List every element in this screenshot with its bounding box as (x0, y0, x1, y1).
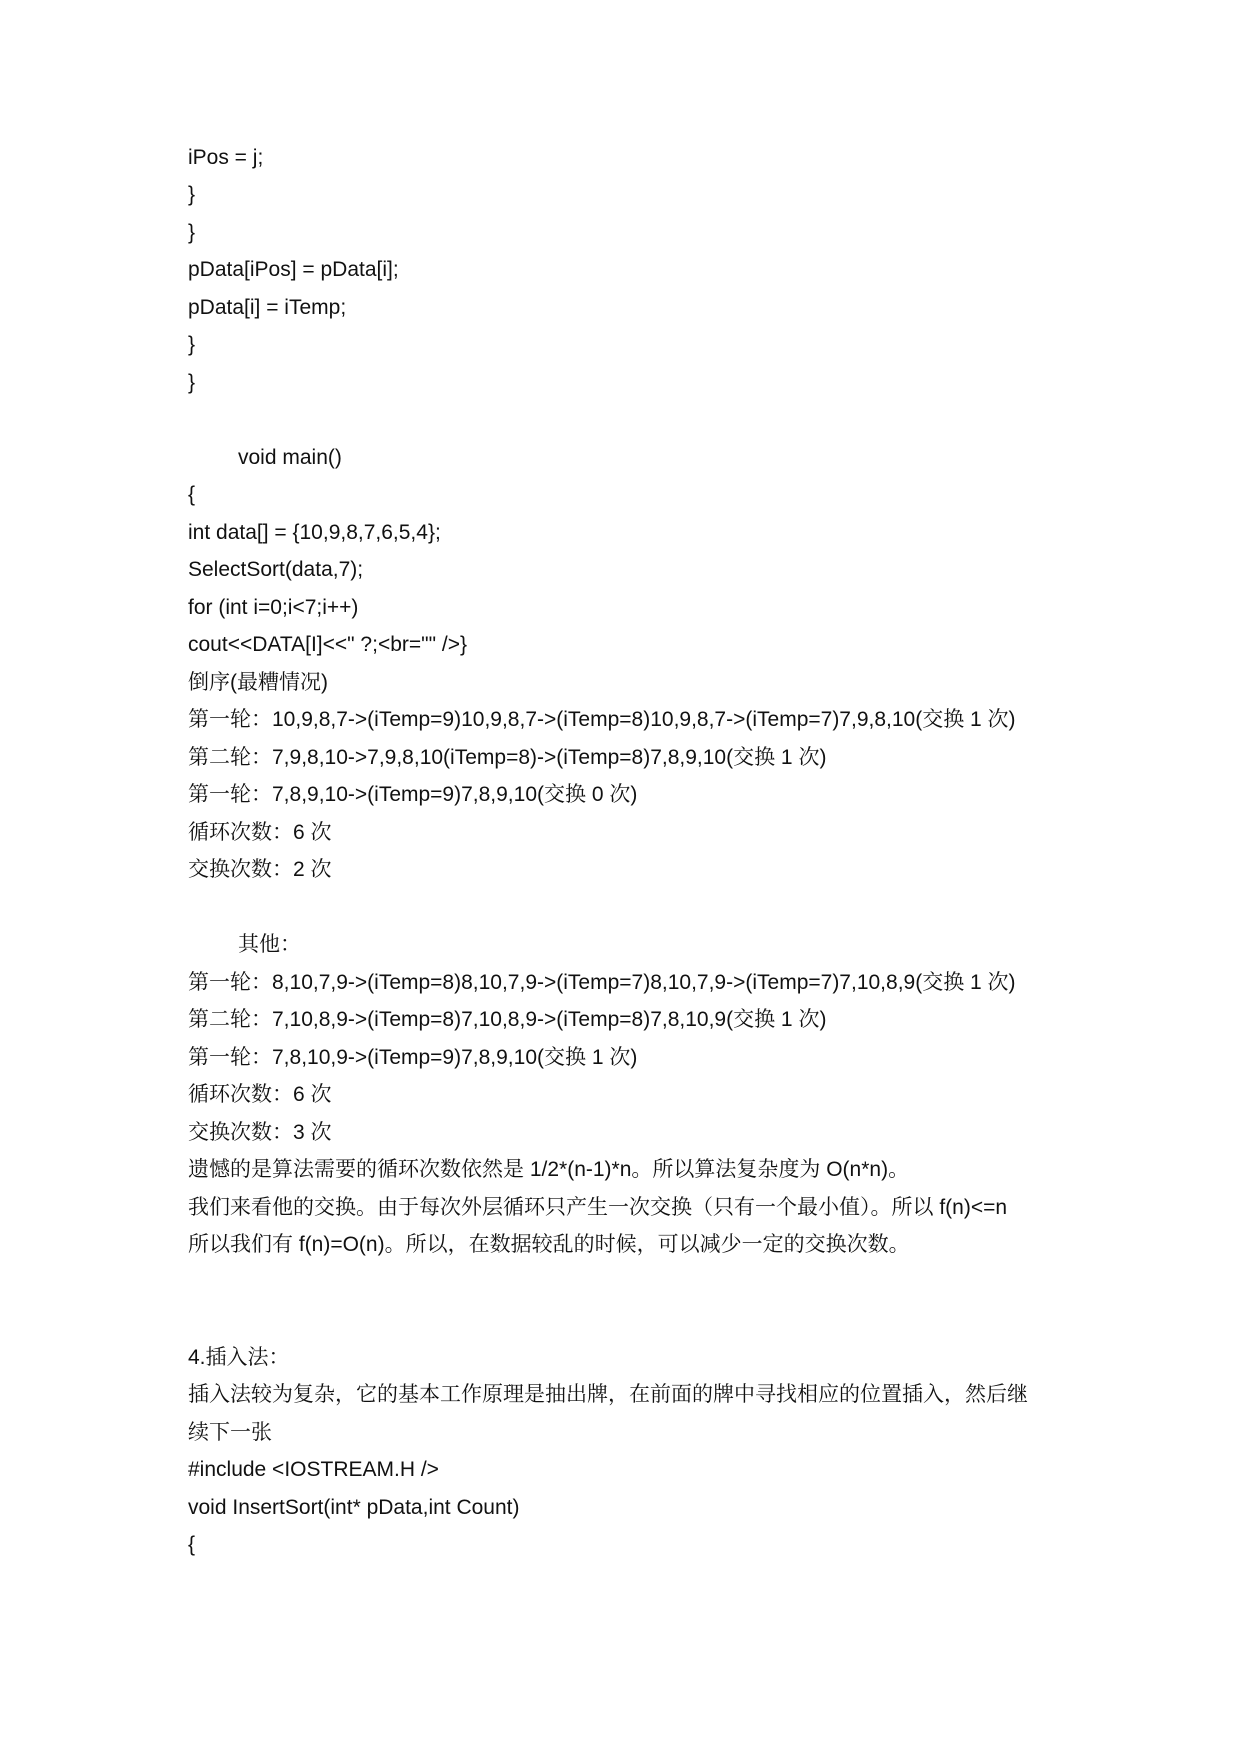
text-line: 续下一张 (188, 1421, 272, 1444)
text-line: for (int i=0;i<7;i++) (188, 596, 359, 619)
text-line: 第二轮：7,10,8,9->(iTemp=8)7,10,8,9->(iTemp=8)7,8,10,9(交换 1 次) (188, 1008, 827, 1031)
text-line: void InsertSort(int* pData,int Count) (188, 1496, 520, 1519)
text-line: } (188, 371, 196, 394)
text-line: 第一轮：10,9,8,7->(iTemp=9)10,9,8,7->(iTemp=8)10,9,8,7->(iTemp=7)7,9,8,10(交换 1 次) (188, 708, 1016, 731)
text-line: 倒序(最糟情况) (188, 671, 328, 694)
text-line: } (188, 183, 196, 206)
text-line: 第二轮：7,9,8,10->7,9,8,10(iTemp=8)->(iTemp=8)7,8,9,10(交换 1 次) (188, 746, 827, 769)
text-line: 4.插入法： (188, 1346, 290, 1369)
text-line: #include <IOSTREAM.H /> (188, 1458, 439, 1481)
text-line: int data[] = {10,9,8,7,6,5,4}; (188, 521, 441, 544)
text-line: 循环次数：6 次 (188, 821, 332, 844)
text-line: } (188, 333, 196, 356)
text-line: 交换次数：2 次 (188, 858, 332, 881)
text-line: 所以我们有 f(n)=O(n)。所以，在数据较乱的时候，可以减少一定的交换次数。 (188, 1233, 910, 1256)
text-line: 我们来看他的交换。由于每次外层循环只产生一次交换（只有一个最小值）。所以 f(n)<=n (188, 1196, 1008, 1219)
text-line: 其他： (238, 933, 301, 956)
text-line: pData[i] = iTemp; (188, 296, 347, 319)
text-line: { (188, 1533, 196, 1556)
text-line: 遗憾的是算法需要的循环次数依然是 1/2*(n-1)*n。所以算法复杂度为 O(n*n)。 (188, 1158, 910, 1181)
text-line: { (188, 483, 196, 506)
text-line: 第一轮：8,10,7,9->(iTemp=8)8,10,7,9->(iTemp=7)8,10,7,9->(iTemp=7)7,10,8,9(交换 1 次) (188, 971, 1016, 994)
text-line: } (188, 221, 196, 244)
text-line: 第一轮：7,8,9,10->(iTemp=9)7,8,9,10(交换 0 次) (188, 783, 638, 806)
text-line: 第一轮：7,8,10,9->(iTemp=9)7,8,9,10(交换 1 次) (188, 1046, 638, 1069)
text-line: SelectSort(data,7); (188, 558, 364, 581)
text-line: pData[iPos] = pData[i]; (188, 258, 399, 281)
text-line: cout<<DATA[I]<<" ?;<br="" />} (188, 633, 467, 656)
text-line: 交换次数：3 次 (188, 1121, 332, 1144)
text-line: 插入法较为复杂，它的基本工作原理是抽出牌，在前面的牌中寻找相应的位置插入，然后继 (188, 1383, 1028, 1406)
text-line: void main() (238, 446, 342, 469)
text-line: iPos = j; (188, 146, 264, 169)
text-line: 循环次数：6 次 (188, 1083, 332, 1106)
